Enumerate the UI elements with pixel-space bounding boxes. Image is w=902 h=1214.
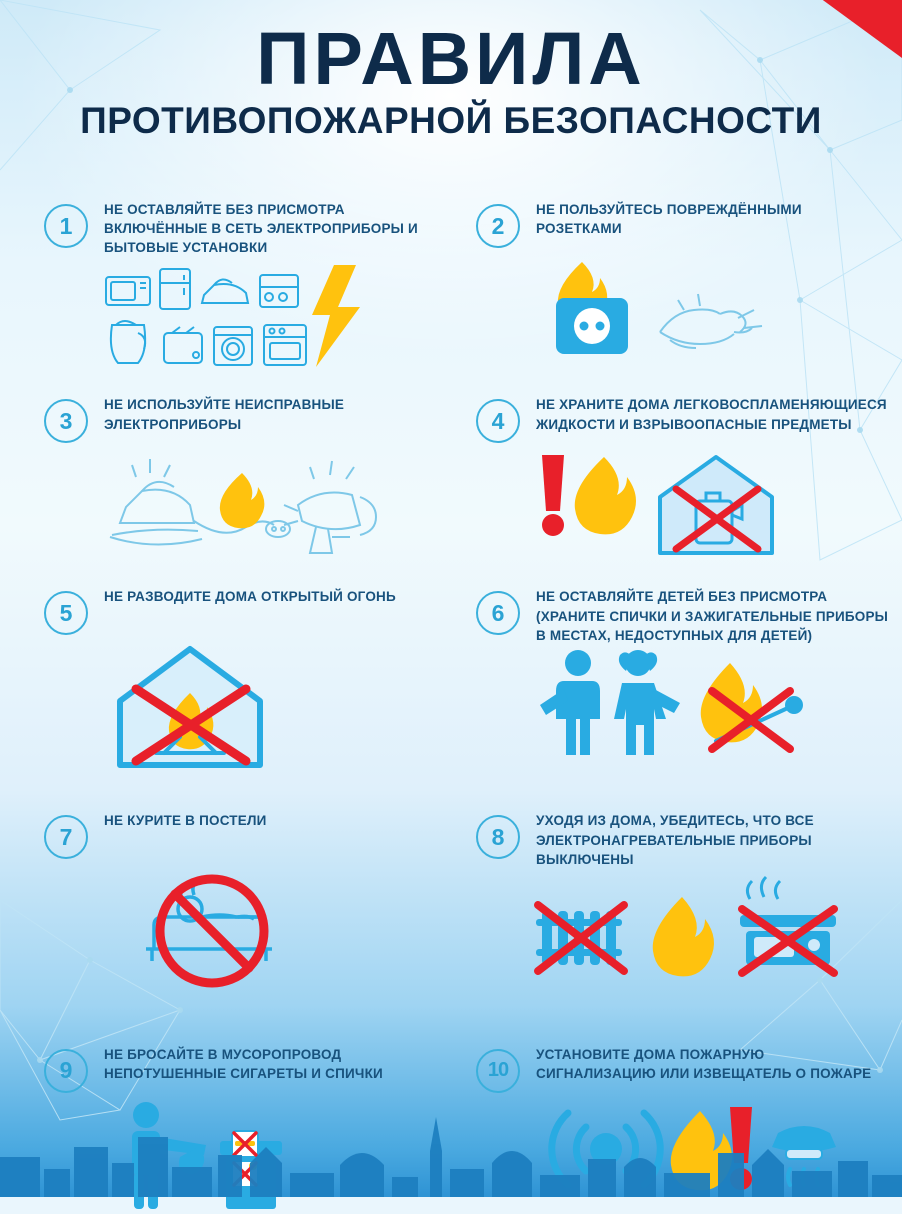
rule-item-4: [440, 391, 902, 569]
rule-illustration-4: [534, 449, 902, 569]
flame-icon: [653, 897, 714, 976]
heater-crossed-icon: [536, 905, 624, 971]
house-with-bonfire-crossed-icon: [120, 649, 260, 765]
page-title: ПРАВИЛА: [256, 17, 646, 100]
rule-illustration-1: [102, 263, 440, 383]
rule-item-6: [440, 583, 902, 781]
rule-number-2: 2: [476, 204, 520, 248]
rule-text-5: НЕ РАЗВОДИТЕ ДОМА ОТКРЫТЫЙ ОГОНЬ: [104, 589, 396, 605]
rule-number-1: 1: [44, 204, 88, 248]
rule-item-5: [0, 583, 440, 781]
rule-text-7: НЕ КУРИТЕ В ПОСТЕЛИ: [104, 813, 267, 829]
rule-text-10: УСТАНОВИТЕ ДОМА ПОЖАРНУЮ СИГНАЛИЗАЦИЮ ИЛИ ИЗВЕЩАТЕЛЬ О ПОЖАРЕ: [536, 1046, 872, 1082]
hand-with-plug-icon: [660, 294, 762, 348]
rule-item-3: [0, 391, 440, 569]
rule-item-2: [440, 196, 902, 383]
rule-text-2: НЕ ПОЛЬЗУЙТЕСЬ ПОВРЕЖДЁННЫМИ РОЗЕТКАМИ: [536, 202, 802, 237]
rule-illustration-8: [534, 875, 902, 995]
rules-row: [0, 807, 902, 994]
city-skyline: [0, 1107, 902, 1197]
rule-number-6: 6: [476, 591, 520, 635]
rule-number-9: 9: [44, 1049, 88, 1093]
rule-text-1: НЕ ОСТАВЛЯЙТЕ БЕЗ ПРИСМОТРА ВКЛЮЧЁННЫЕ В СЕТЬ ЭЛЕКТРОПРИБОРЫ И БЫТОВЫЕ УСТАНОВКИ: [104, 202, 418, 256]
rule-text-9: НЕ БРОСАЙТЕ В МУСОРОПРОВОД НЕПОТУШЕННЫЕ СИГАРЕТЫ И СПИЧКИ: [104, 1046, 383, 1082]
power-socket-icon: [556, 298, 628, 354]
stove-crossed-icon: [740, 877, 836, 973]
rule-illustration-2: [534, 254, 902, 374]
rules-row: [0, 583, 902, 781]
rules-row: [0, 391, 902, 569]
rule-number-5: 5: [44, 591, 88, 635]
rule-item-1: [0, 196, 440, 383]
rule-text-8: УХОДЯ ИЗ ДОМА, УБЕДИТЕСЬ, ЧТО ВСЕ ЭЛЕКТРОНАГРЕВАТЕЛЬНЫЕ ПРИБОРЫ ВЫКЛЮЧЕНЫ: [536, 813, 814, 867]
rule-illustration-5: [102, 641, 440, 781]
page-subtitle: ПРОТИВОПОЖАРНОЙ БЕЗОПАСНОСТИ: [80, 100, 822, 142]
two-children-icon: [540, 650, 680, 755]
rule-illustration-3: [102, 449, 440, 569]
poster-header: [0, 17, 902, 142]
rule-text-4: НЕ ХРАНИТЕ ДОМА ЛЕГКОВОСПЛАМЕНЯЮЩИЕСЯ ЖИДКОСТИ И ВЗРЫВООПАСНЫЕ ПРЕДМЕТЫ: [536, 397, 887, 432]
rule-illustration-7: [102, 865, 440, 985]
rule-number-10: 10: [476, 1049, 520, 1093]
rules-row: [0, 196, 902, 383]
rules-grid: [0, 196, 902, 1209]
house-with-canister-crossed-icon: [660, 457, 772, 553]
no-smoking-in-bed-icon: [146, 879, 272, 983]
rule-number-3: 3: [44, 399, 88, 443]
rule-illustration-6: [534, 645, 902, 765]
flame-icon: [220, 473, 265, 528]
exclamation-mark-icon: [542, 455, 564, 536]
flame-icon: [575, 457, 636, 534]
rule-text-3: НЕ ИСПОЛЬЗУЙТЕ НЕИСПРАВНЫЕ ЭЛЕКТРОПРИБОРЫ: [104, 397, 345, 432]
rule-item-8: [440, 807, 902, 994]
rule-item-7: [0, 807, 440, 994]
lightning-bolt-icon: [312, 265, 360, 367]
rule-number-4: 4: [476, 399, 520, 443]
rule-number-8: 8: [476, 815, 520, 859]
rule-text-6: НЕ ОСТАВЛЯЙТЕ ДЕТЕЙ БЕЗ ПРИСМОТРА (ХРАНИТЕ СПИЧКИ И ЗАЖИГАТЕЛЬНЫЕ ПРИБОРЫ В МЕСТАХ, НЕДОСТУПНЫХ ДЛЯ ДЕТЕЙ): [536, 589, 889, 643]
rule-number-7: 7: [44, 815, 88, 859]
